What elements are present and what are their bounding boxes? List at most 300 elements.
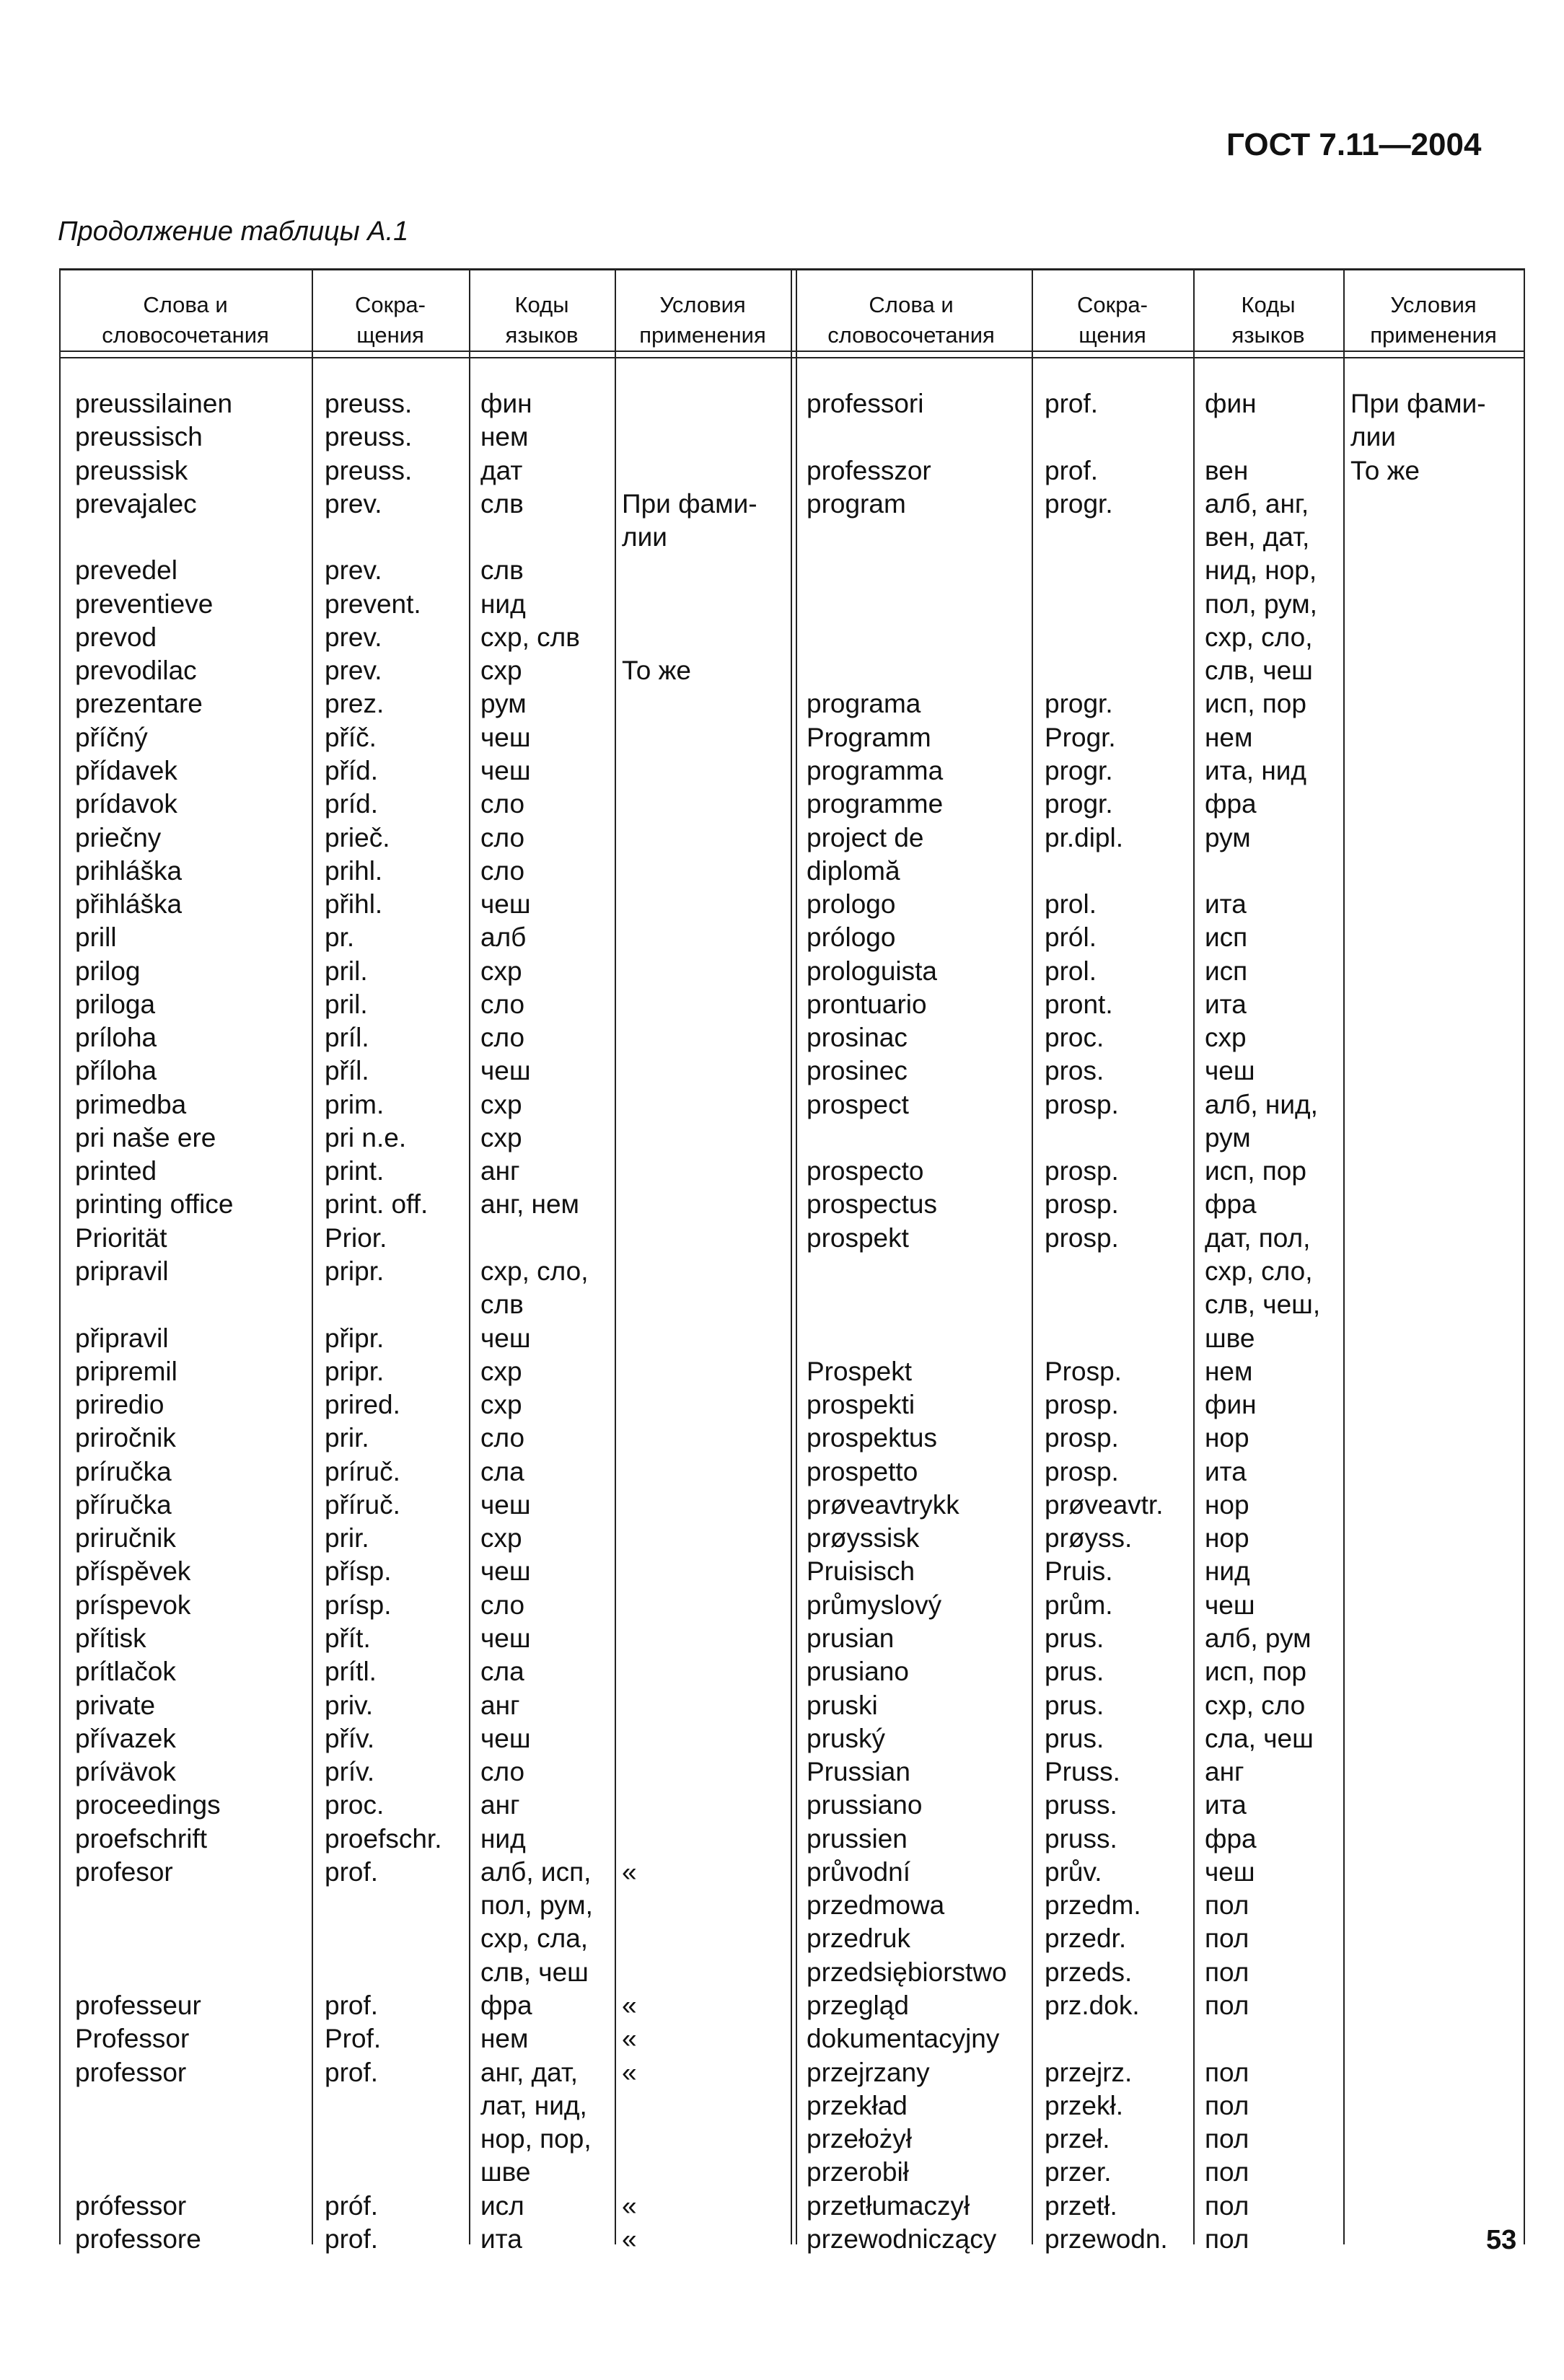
- table-cell: пол: [1205, 2090, 1249, 2120]
- table-cell: анг: [480, 1156, 520, 1186]
- table-cell: ита: [1205, 1790, 1247, 1820]
- table-cell: Programm: [807, 722, 931, 752]
- table-cell: proc.: [1045, 1023, 1104, 1053]
- table-cell: prosp.: [1045, 1456, 1119, 1486]
- table-cell: ита: [1205, 989, 1247, 1019]
- table-cell: схр, сло,: [480, 1256, 589, 1287]
- table-cell: нем: [480, 2024, 529, 2054]
- table-cell: pront.: [1045, 989, 1113, 1019]
- table-cell: чеш: [480, 1489, 531, 1520]
- table-cell: чеш: [480, 1556, 531, 1587]
- table-cell: przeds.: [1045, 1957, 1133, 1987]
- table-cell: чеш: [480, 1623, 531, 1653]
- table-cell: pruský: [807, 1723, 885, 1753]
- table-cell: prospect: [807, 1089, 909, 1119]
- table-cell: prol.: [1045, 889, 1097, 920]
- table-cell: prir.: [325, 1423, 369, 1453]
- table-cell: Prof.: [325, 2024, 382, 2054]
- table-cell: prospekti: [807, 1390, 915, 1420]
- table-cell: przedsiębiorstwo: [807, 1957, 1007, 1987]
- table-cell: project de: [807, 822, 924, 852]
- table-cell: пол: [1205, 2157, 1249, 2187]
- table-cell: průmyslový: [807, 1590, 942, 1620]
- column-header: Коды языков: [505, 292, 579, 348]
- table-cell: исп, пор: [1205, 1657, 1306, 1687]
- table-cell: prólogo: [807, 922, 896, 953]
- table-cell: исп, пор: [1205, 689, 1306, 719]
- table-cell: príruč.: [325, 1456, 400, 1486]
- table-cell: przeł.: [1045, 2124, 1110, 2154]
- table-cell: preussilainen: [75, 389, 233, 418]
- table-cell: proefschr.: [325, 1823, 442, 1854]
- table-cell: prům.: [1045, 1590, 1113, 1620]
- table-cell: pri n.e.: [325, 1122, 407, 1152]
- table-cell: proc.: [325, 1790, 385, 1820]
- table-cell: сло: [480, 789, 525, 819]
- table-cell: priv.: [325, 1690, 374, 1720]
- table-cell: przedr.: [1045, 1923, 1127, 1954]
- column-header: Коды языков: [1231, 292, 1305, 348]
- table-cell: prevodilac: [75, 656, 197, 686]
- table-cell: professeur: [75, 1990, 201, 2020]
- table-cell: prosp.: [1045, 1156, 1119, 1186]
- table-cell: сло: [480, 1590, 525, 1620]
- table-cell: prired.: [325, 1390, 400, 1420]
- table-cell: pripravil: [75, 1256, 169, 1287]
- table-cell: pril.: [325, 989, 368, 1019]
- table-cell: pruski: [807, 1690, 878, 1720]
- table-cell: przewodniczący: [807, 2223, 997, 2254]
- table-cell: prev.: [325, 488, 382, 519]
- table-cell: схр: [1205, 1023, 1247, 1053]
- table-cell: рум: [1205, 822, 1251, 852]
- column-header: Сокра- щения: [355, 292, 426, 348]
- table-cell: При фами-: [1350, 389, 1486, 418]
- table-cell: prus.: [1045, 1690, 1104, 1720]
- table-cell: prussiano: [807, 1790, 923, 1820]
- table-cell: нор: [1205, 1523, 1249, 1553]
- table-cell: сла, чеш: [1205, 1723, 1314, 1753]
- table-cell: чеш: [480, 1056, 531, 1086]
- table-cell: фин: [1205, 389, 1257, 418]
- table-cell: пол, рум,: [480, 1890, 593, 1921]
- table-cell: схр, сло: [1205, 1690, 1306, 1720]
- table-cell: prosp.: [1045, 1089, 1119, 1119]
- table-cell: preuss.: [325, 455, 413, 485]
- table-cell: proefschrift: [75, 1823, 208, 1854]
- table-cell: progr.: [1045, 689, 1113, 719]
- table-cell: próf.: [325, 2190, 379, 2221]
- table-cell: przetł.: [1045, 2190, 1117, 2221]
- table-cell: preventieve: [75, 589, 214, 619]
- column-rule: [615, 268, 616, 2244]
- table-cell: ита, нид: [1205, 755, 1307, 785]
- table-cell: алб, нид,: [1205, 1089, 1318, 1119]
- table-cell: схр, сло,: [1205, 1256, 1313, 1287]
- table-cell: prof.: [325, 1856, 379, 1887]
- table-cell: prontuario: [807, 989, 927, 1019]
- table-cell: prof.: [1045, 455, 1099, 485]
- page-number: 53: [1486, 2225, 1517, 2255]
- table-cell: нем: [480, 422, 529, 452]
- table-cell: пол: [1205, 2223, 1249, 2254]
- table-cell: дат, пол,: [1205, 1222, 1311, 1253]
- table-cell: prir.: [325, 1523, 369, 1553]
- table-cell: нор: [1205, 1489, 1249, 1520]
- table-cell: přísp.: [325, 1556, 392, 1587]
- table-cell: ита: [480, 2223, 522, 2254]
- table-cell: нид: [480, 589, 526, 619]
- table-cell: «: [622, 2024, 637, 2054]
- table-cell: preussisk: [75, 455, 188, 485]
- table-cell: prihláška: [75, 855, 183, 886]
- table-cell: Pruss.: [1045, 1757, 1120, 1787]
- table-cell: přívazek: [75, 1723, 176, 1753]
- table-cell: слв: [480, 488, 524, 519]
- table-cell: prívävok: [75, 1757, 176, 1787]
- table-cell: příl.: [325, 1056, 369, 1086]
- table-cell: анг, нем: [480, 1189, 579, 1220]
- table-cell: priredio: [75, 1390, 164, 1420]
- column-header: Условия применения: [639, 292, 766, 348]
- table-cell: pripr.: [325, 1256, 385, 1287]
- table-cell: анг, дат,: [480, 2057, 579, 2087]
- table-cell: prevajalec: [75, 488, 197, 519]
- table-cell: przerobił: [807, 2157, 909, 2187]
- table-cell: przedruk: [807, 1923, 910, 1954]
- table-cell: сла: [480, 1456, 524, 1486]
- table-cell: исп: [1205, 922, 1248, 953]
- table-cell: prof.: [325, 1990, 379, 2020]
- table-cell: príloha: [75, 1023, 157, 1053]
- table-cell: profesor: [75, 1856, 173, 1887]
- table-cell: «: [622, 2223, 637, 2254]
- table-caption: Продолжение таблицы А.1: [58, 216, 409, 247]
- table-cell: пол: [1205, 2124, 1249, 2154]
- table-cell: przekład: [807, 2090, 908, 2120]
- table-cell: пол: [1205, 1957, 1249, 1987]
- table-cell: preussisch: [75, 422, 203, 452]
- table-cell: prítl.: [325, 1657, 377, 1687]
- table-cell: пол: [1205, 1890, 1249, 1921]
- table-cell: příd.: [325, 755, 379, 785]
- table-cell: нем: [1205, 1356, 1253, 1386]
- table-cell: prol.: [1045, 956, 1097, 986]
- table-cell: prosinec: [807, 1056, 908, 1086]
- table-cell: priručnik: [75, 1523, 176, 1553]
- table-cell: prospecto: [807, 1156, 924, 1186]
- table-cell: нем: [1205, 722, 1253, 752]
- table-cell: схр, сла,: [480, 1923, 589, 1954]
- table-cell: prev.: [325, 555, 382, 586]
- table-cell: print. off.: [325, 1189, 429, 1220]
- table-cell: фра: [1205, 789, 1257, 819]
- table-cell: prosp.: [1045, 1390, 1119, 1420]
- table-cell: чеш: [480, 755, 531, 785]
- table-cell: pripr.: [325, 1356, 385, 1386]
- table-left-rule: [59, 268, 61, 2244]
- table-cell: схр: [480, 656, 522, 686]
- table-cell: анг: [1205, 1757, 1244, 1787]
- table-cell: схр: [480, 1122, 522, 1152]
- table-cell: přídavek: [75, 755, 177, 785]
- table-cell: лии: [1350, 422, 1396, 452]
- column-header: Условия применения: [1370, 292, 1497, 348]
- table-cell: Prospekt: [807, 1356, 913, 1386]
- table-cell: programma: [807, 755, 944, 785]
- table-cell: слв, чеш: [1205, 656, 1313, 686]
- table-cell: přihl.: [325, 889, 383, 920]
- table-cell: private: [75, 1690, 156, 1720]
- table-cell: průvodní: [807, 1856, 910, 1887]
- table-cell: «: [622, 1856, 637, 1887]
- table-cell: príručka: [75, 1456, 172, 1486]
- table-cell: Prussian: [807, 1757, 910, 1787]
- table-cell: алб: [480, 922, 527, 953]
- table-cell: prevent.: [325, 589, 421, 619]
- table-cell: prevod: [75, 622, 157, 652]
- table-cell: programme: [807, 789, 944, 819]
- table-cell: prův.: [1045, 1856, 1102, 1887]
- table-cell: То же: [1350, 455, 1420, 485]
- table-cell: слв, чеш: [480, 1957, 589, 1987]
- table-cell: prof.: [325, 2223, 379, 2254]
- table-cell: Progr.: [1045, 722, 1116, 752]
- table-cell: proceedings: [75, 1790, 221, 1820]
- table-cell: prez.: [325, 689, 385, 719]
- table-cell: príl.: [325, 1023, 369, 1053]
- table-cell: рум: [1205, 1122, 1251, 1152]
- table-cell: слв, чеш,: [1205, 1290, 1321, 1320]
- table-cell: prospektus: [807, 1423, 937, 1453]
- table-cell: diplomă: [807, 855, 900, 886]
- table-cell: prosp.: [1045, 1222, 1119, 1253]
- table-cell: Pruis.: [1045, 1556, 1113, 1587]
- table-cell: przer.: [1045, 2157, 1112, 2187]
- table-cell: příručka: [75, 1489, 172, 1520]
- table-cell: фин: [1205, 1390, 1257, 1420]
- table-cell: «: [622, 1990, 637, 2020]
- table-cell: чеш: [480, 1723, 531, 1753]
- table-cell: příčný: [75, 722, 148, 752]
- table-cell: príd.: [325, 789, 379, 819]
- table-cell: нор: [1205, 1423, 1249, 1453]
- table-cell: пол: [1205, 1990, 1249, 2020]
- table-cell: То же: [622, 656, 691, 686]
- table-cell: prospectus: [807, 1189, 937, 1220]
- column-header: Сокра- щения: [1077, 292, 1148, 348]
- table-cell: pril.: [325, 956, 368, 986]
- table-cell: лии: [622, 522, 667, 552]
- table-cell: prus.: [1045, 1623, 1104, 1653]
- table-cell: prusiano: [807, 1657, 909, 1687]
- table-cell: przejrzany: [807, 2057, 930, 2087]
- table-cell: prim.: [325, 1089, 385, 1119]
- table-cell: príspevok: [75, 1590, 191, 1620]
- column-rule: [791, 268, 792, 2244]
- table-cell: professori: [807, 389, 924, 418]
- table-cell: prilog: [75, 956, 141, 986]
- table-cell: «: [622, 2057, 637, 2087]
- table-cell: исл: [480, 2190, 524, 2221]
- table-cell: Prior.: [325, 1222, 387, 1253]
- table-cell: фра: [1205, 1189, 1257, 1220]
- table-cell: prosp.: [1045, 1423, 1119, 1453]
- column-rule: [1343, 268, 1345, 2244]
- table-cell: przekł.: [1045, 2090, 1123, 2120]
- table-cell: пол: [1205, 1923, 1249, 1954]
- table-cell: przetłumaczył: [807, 2190, 970, 2221]
- table-cell: prieč.: [325, 822, 390, 852]
- table-cell: сло: [480, 1423, 525, 1453]
- table-right-rule: [1524, 268, 1525, 2244]
- table-cell: przegląd: [807, 1990, 909, 2020]
- table-cell: prz.dok.: [1045, 1990, 1140, 2020]
- table-cell: лат, нид,: [480, 2090, 587, 2120]
- table-cell: схр: [480, 1390, 522, 1420]
- table-cell: přítisk: [75, 1623, 146, 1653]
- table-cell: prospetto: [807, 1456, 918, 1486]
- table-cell: przejrz.: [1045, 2057, 1133, 2087]
- table-cell: рум: [480, 689, 527, 719]
- table-cell: prísp.: [325, 1590, 392, 1620]
- table-cell: pri naše ere: [75, 1122, 216, 1152]
- table-cell: ита: [1205, 889, 1247, 920]
- table-cell: prev.: [325, 622, 382, 652]
- table-cell: prøveavtrykk: [807, 1489, 959, 1520]
- table-cell: progr.: [1045, 755, 1113, 785]
- table-cell: prøveavtr.: [1045, 1489, 1164, 1520]
- table-cell: prus.: [1045, 1657, 1104, 1687]
- column-header: Слова и словосочетания: [102, 292, 269, 348]
- table-cell: primedba: [75, 1089, 187, 1119]
- table-cell: dokumentacyjny: [807, 2024, 1000, 2054]
- table-cell: чеш: [1205, 1856, 1255, 1887]
- table-cell: prusian: [807, 1623, 895, 1653]
- table-cell: пол: [1205, 2190, 1249, 2221]
- table-cell: prófessor: [75, 2190, 187, 2221]
- table-cell: printing office: [75, 1189, 234, 1220]
- table-cell: алб, исп,: [480, 1856, 592, 1887]
- table-cell: пол: [1205, 2057, 1249, 2087]
- table-cell: чеш: [1205, 1590, 1255, 1620]
- column-rule: [1032, 268, 1033, 2244]
- table-cell: prill: [75, 922, 117, 953]
- table-cell: анг: [480, 1790, 520, 1820]
- table-cell: pripremil: [75, 1356, 177, 1386]
- table-cell: вен: [1205, 455, 1249, 485]
- table-cell: prezentare: [75, 689, 203, 719]
- table-cell: przedmowa: [807, 1890, 945, 1921]
- table-cell: Prosp.: [1045, 1356, 1122, 1386]
- table-cell: prosinac: [807, 1023, 908, 1053]
- table-cell: prologuista: [807, 956, 938, 986]
- table-cell: чеш: [480, 1323, 531, 1353]
- table-cell: Priorität: [75, 1222, 167, 1253]
- table-cell: схр: [480, 1089, 522, 1119]
- table-cell: фин: [480, 389, 532, 418]
- table-cell: дат: [480, 455, 523, 485]
- table-cell: схр: [480, 1356, 522, 1386]
- table-cell: нид: [1205, 1556, 1250, 1587]
- table-cell: сла: [480, 1657, 524, 1687]
- table-cell: слв: [480, 555, 524, 586]
- table-cell: сло: [480, 1023, 525, 1053]
- table-cell: вен, дат,: [1205, 522, 1310, 552]
- table-cell: Pruisisch: [807, 1556, 915, 1587]
- table-cell: алб, анг,: [1205, 488, 1309, 519]
- table-cell: сло: [480, 989, 525, 1019]
- table-cell: схр, сло,: [1205, 622, 1313, 652]
- table-cell: чеш: [1205, 1056, 1255, 1086]
- table-cell: priročnik: [75, 1423, 176, 1453]
- table-cell: схр, слв: [480, 622, 580, 652]
- table-cell: prev.: [325, 656, 382, 686]
- table-cell: przedm.: [1045, 1890, 1141, 1921]
- table-cell: «: [622, 2190, 637, 2221]
- table-cell: фра: [1205, 1823, 1257, 1854]
- table-cell: pról.: [1045, 922, 1097, 953]
- table-cell: Professor: [75, 2024, 190, 2054]
- table-cell: prof.: [325, 2057, 379, 2087]
- table-cell: схр: [480, 956, 522, 986]
- table-cell: prevedel: [75, 555, 177, 586]
- table-cell: анг: [480, 1690, 520, 1720]
- table-cell: professore: [75, 2223, 201, 2254]
- table-cell: professor: [75, 2057, 187, 2087]
- table-cell: чеш: [480, 889, 531, 920]
- table-cell: сло: [480, 855, 525, 886]
- table-cell: przełożył: [807, 2124, 912, 2154]
- table-cell: prítlačok: [75, 1657, 176, 1687]
- column-rule: [796, 268, 797, 2244]
- table-cell: исп: [1205, 956, 1248, 986]
- table-cell: pr.: [325, 922, 355, 953]
- table-cell: przewodn.: [1045, 2223, 1168, 2254]
- table-cell: printed: [75, 1156, 157, 1186]
- table-cell: professzor: [807, 455, 931, 485]
- table-cell: шве: [1205, 1323, 1255, 1353]
- table-cell: preuss.: [325, 389, 413, 418]
- table-cell: programa: [807, 689, 921, 719]
- table-cell: priečny: [75, 822, 162, 852]
- table-cell: příspěvek: [75, 1556, 191, 1587]
- table-cell: исп, пор: [1205, 1156, 1306, 1186]
- table-cell: preuss.: [325, 422, 413, 452]
- column-rule: [1193, 268, 1195, 2244]
- table-cell: шве: [480, 2157, 531, 2187]
- table-cell: pruss.: [1045, 1790, 1117, 1820]
- table-cell: print.: [325, 1156, 385, 1186]
- table-cell: připravil: [75, 1323, 169, 1353]
- table-cell: prospekt: [807, 1222, 909, 1253]
- table-cell: pros.: [1045, 1056, 1104, 1086]
- table-cell: prussien: [807, 1823, 908, 1854]
- table-cell: prøyss.: [1045, 1523, 1133, 1553]
- table-cell: нид, нор,: [1205, 555, 1317, 586]
- table-cell: схр: [480, 1523, 522, 1553]
- table-cell: нид: [480, 1823, 526, 1854]
- table-cell: příč.: [325, 722, 377, 752]
- table-cell: prologo: [807, 889, 896, 920]
- table-cell: фра: [480, 1990, 532, 2020]
- table-cell: пол, рум,: [1205, 589, 1317, 619]
- table-cell: program: [807, 488, 906, 519]
- table-cell: чеш: [480, 722, 531, 752]
- table-cell: При фами-: [622, 488, 757, 519]
- column-rule: [312, 268, 313, 2244]
- table-cell: přít.: [325, 1623, 371, 1653]
